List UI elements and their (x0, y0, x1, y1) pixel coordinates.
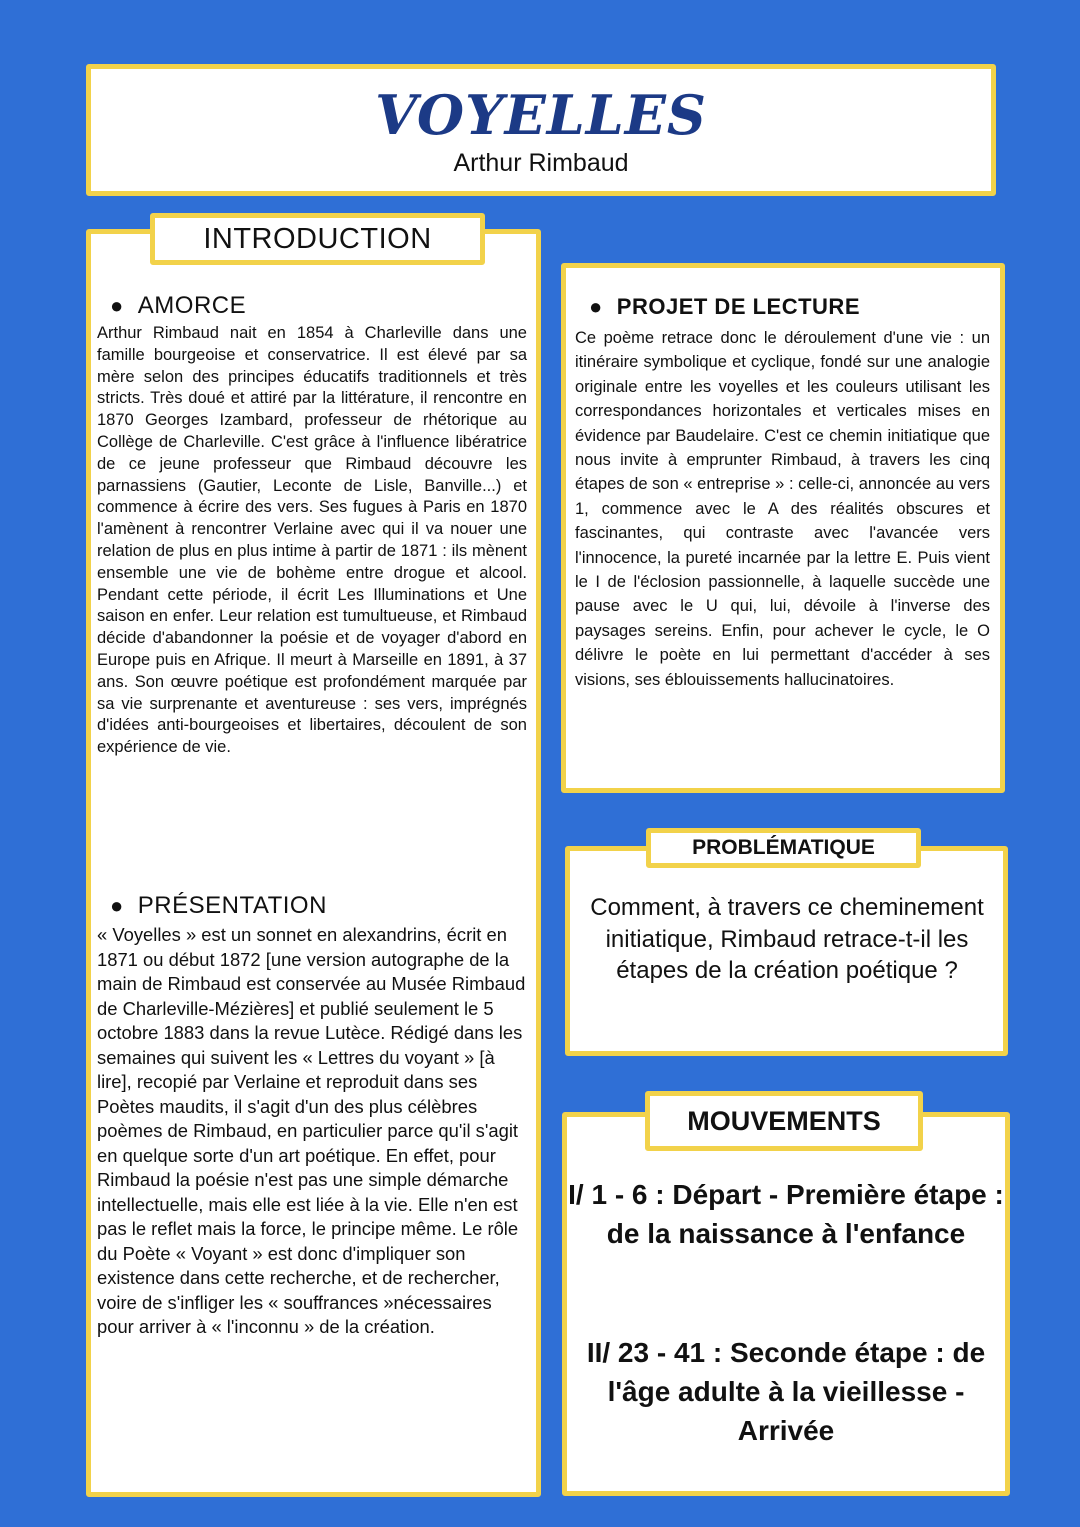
problematique-tab: PROBLÉMATIQUE (646, 828, 921, 868)
amorce-heading (110, 292, 246, 320)
presentation-heading (110, 892, 327, 920)
author-name: Arthur Rimbaud (453, 149, 629, 177)
page-title: VOYELLES (375, 83, 707, 147)
projet-heading (589, 294, 860, 320)
mouvement-item: II/ 23 - 41 : Seconde étape : de l'âge adulte à la vieillesse - Arrivée (586, 1337, 986, 1446)
bullet-icon: ● (110, 893, 124, 918)
presentation-heading-label: PRÉSENTATION (137, 892, 327, 919)
mouvement-item: I/ 1 - 6 : Départ - Première étape : de la naissance à l'enfance (568, 1179, 1004, 1249)
amorce-heading-label: AMORCE (137, 292, 247, 319)
amorce-paragraph: Arthur Rimbaud nait en 1854 à Charleville dans une famille bourgeoise et conservatrice. Il est élevé par sa mère selon des principes éducatifs traditionnels et très stricts. Très doué et attiré par la littérature, il rencontre en 1870 Georges Izambard, professeur de rhétorique au Collège de Charleville. C'est grâce à l'influence libératrice de ce jeune professeur que Rimbaud découvre les parnassiens (Gautier, Leconte de Lisle, Banville...) et commence à écrire des vers. Ses fugues à Paris en 1870 l'amènent à rencontrer Verlaine avec qui il va nouer une relation de plus en plus intime à partir de 1871 : ils mènent ensemble une vie de bohème entre drogue et alcool. Pendant cette période, il écrit Les Illuminations et Une saison en enfer. Leur relation est tumultueuse, et Rimbaud décide d'abandonner la poésie et de voyager d'abord en Europe puis en Afrique. Il meurt à Marseille en 1891, à 37 ans. Son œuvre poétique est profondément marquée par sa vie surprenante et aventureuse : ses vers, imprégnés d'idées anti-bourgeoises et libertaires, découlent de son expérience de vie. (97, 324, 527, 757)
bullet-icon: ● (110, 293, 124, 318)
presentation-paragraph: « Voyelles » est un sonnet en alexandrins, écrit en 1871 ou début 1872 [une version autographe de la main de Rimbaud est conservée au Musée Rimbaud de Charleville-Mézières] et publié seulement le 5 octobre 1883 dans la revue Lutèce. Rédigé dans les semaines qui suivent les « Lettres du voyant » [à lire], recopié par Verlaine et reproduit dans ses Poètes maudits, il s'agit d'un des plus célèbres poèmes de Rimbaud, en particulier parce qu'il s'agit en quelque sorte d'un art poétique. En effet, pour Rimbaud la poésie n'est pas une simple démarche intellectuelle, mais elle est liée à la vie. Elle n'en est pas le reflet mais la force, le principe même. Le rôle du Poète « Voyant » est donc d'impliquer son existence dans cette recherche, et de rechercher, voire de s'infliger les « souffrances »nécessaires pour arriver à « l'inconnu » de la création. (97, 924, 526, 1337)
bullet-icon: ● (589, 294, 603, 319)
introduction-tab: INTRODUCTION (150, 213, 485, 265)
projet-heading-label: PROJET DE LECTURE (616, 294, 860, 319)
projet-paragraph: Ce poème retrace donc le déroulement d'une vie : un itinéraire symbolique et cyclique, fondé sur une analogie originale entre les voyelles et les couleurs utilisant les correspondances horizontales et verticales mises en évidence par Baudelaire. C'est ce chemin initiatique que nous invite à emprunter Rimbaud, à travers les cinq étapes de son « entreprise » : celle-ci, annoncée au vers 1, commence avec le A des réalités obscures et fascinantes, qui contraste avec l'avancée vers l'innocence, la pureté incarnée par la lettre E. Puis vient le I de l'éclosion passionnelle, à laquelle succède une pause avec le U qui, lui, dévoile à l'inverse des paysages sereins. Enfin, pour achever le cycle, le O délivre le poète en lui permettant d'accéder à ses visions, ses éblouissements hallucinatoires. (575, 329, 990, 689)
title-card (86, 64, 996, 196)
mouvements-tab: MOUVEMENTS (645, 1091, 923, 1151)
problematique-question: Comment, à travers ce cheminement initiatique, Rimbaud retrace-t-il les étapes de la création poétique ? (590, 894, 984, 984)
